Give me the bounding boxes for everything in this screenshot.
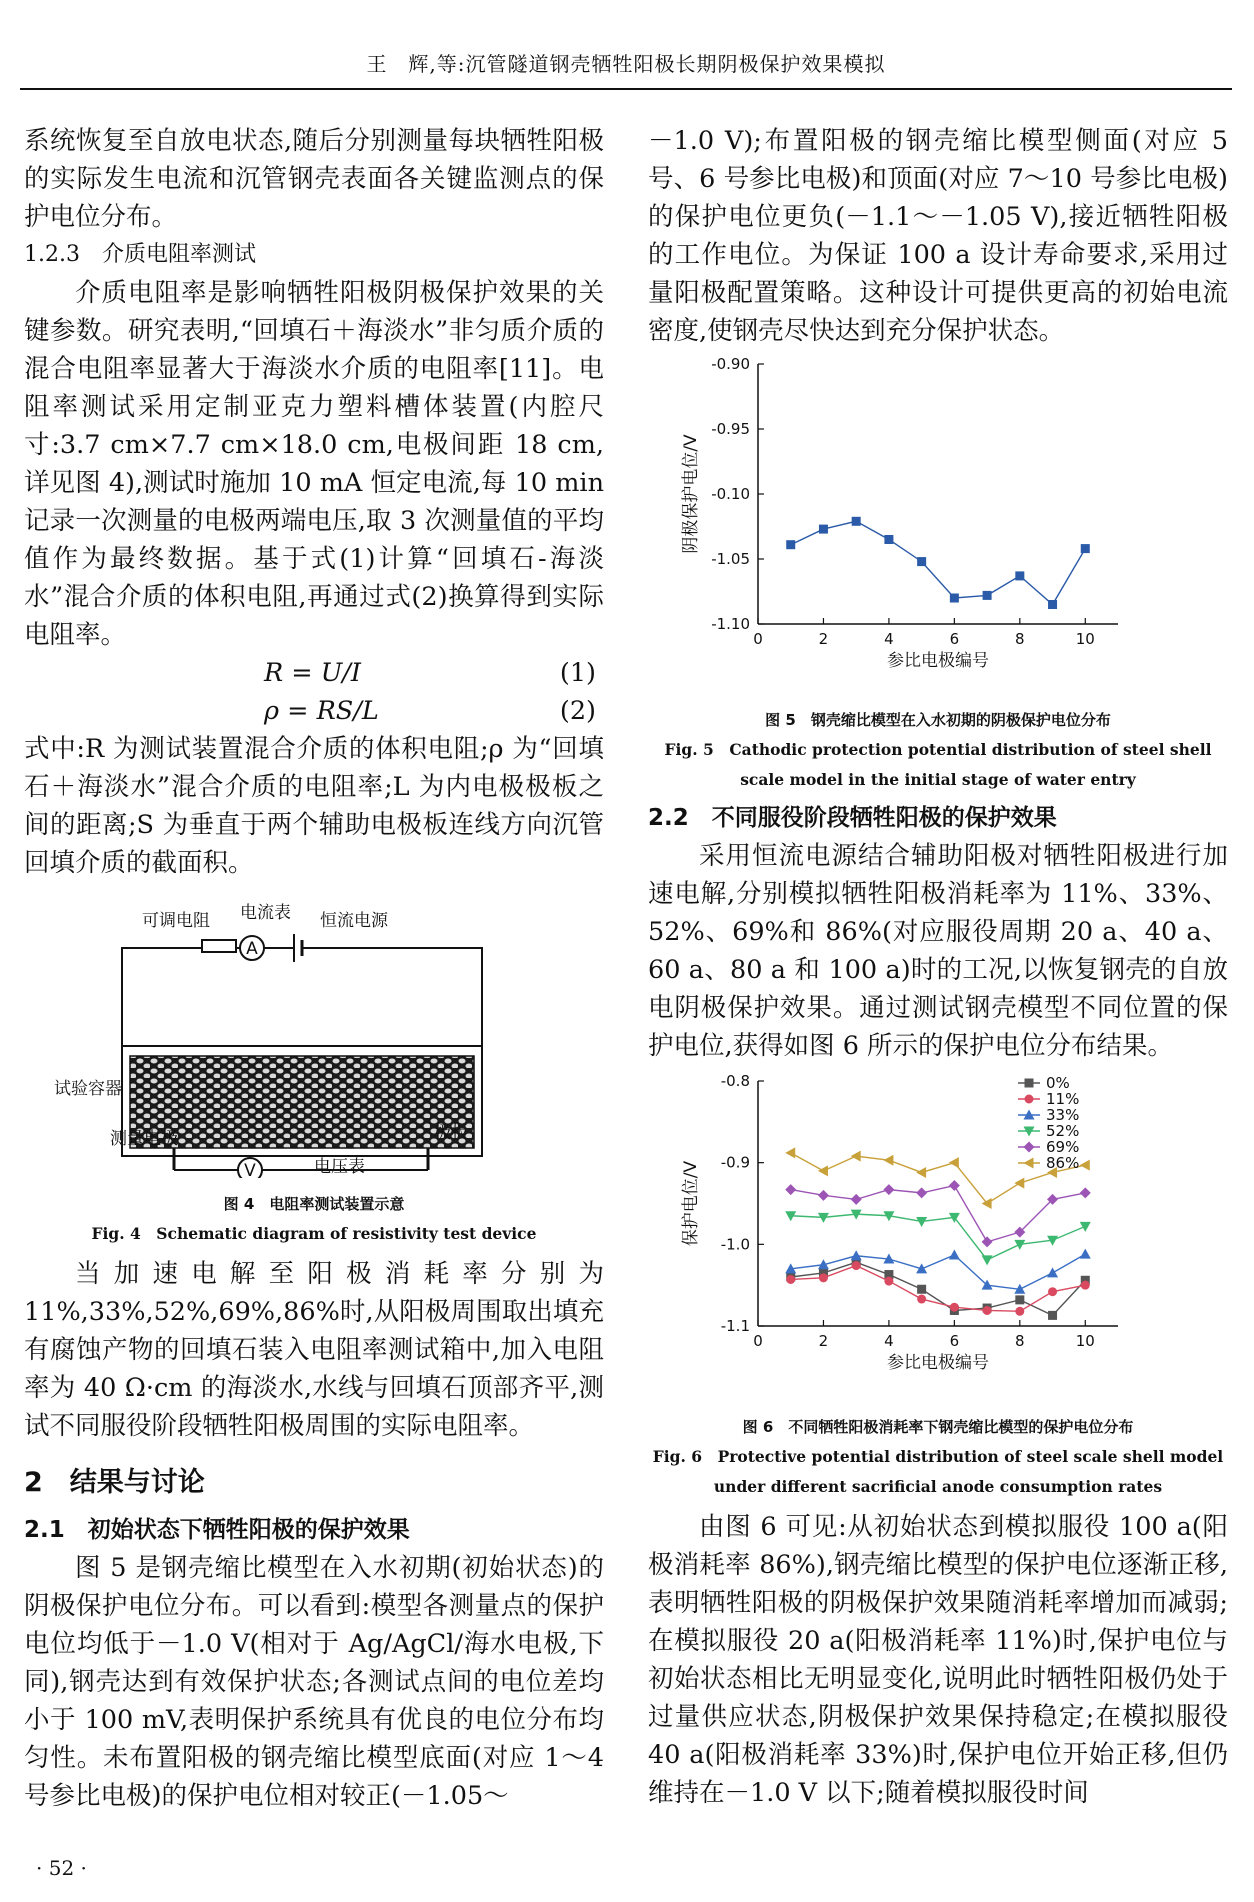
y-tick-label: -0.10 bbox=[711, 485, 750, 503]
figure-5 bbox=[648, 354, 1228, 795]
data-point bbox=[785, 1147, 795, 1158]
data-point bbox=[1080, 1222, 1091, 1232]
data-point bbox=[983, 1306, 992, 1315]
data-point bbox=[1014, 1240, 1025, 1250]
x-tick-label: 10 bbox=[1075, 630, 1095, 648]
data-point bbox=[917, 557, 926, 566]
series-line bbox=[791, 1186, 1086, 1242]
y-tick-label: -0.8 bbox=[720, 1072, 750, 1090]
data-point bbox=[1047, 1267, 1058, 1277]
voltmeter-symbol: V bbox=[244, 1161, 256, 1178]
data-point bbox=[1080, 1249, 1091, 1259]
paragraph: 图 5 是钢壳缩比模型在入水初期(初始状态)的阴极保护电位分布。可以看到:模型各测量点的保护电位均低于－1.0 V(相对于 Ag/AgCl/海水电极,下同),钢壳达到有效保护状态;各测试点间的电位差均小于 100 mV,表明保护系统具有优良的电位分布均匀性。未布置阳极的钢壳缩比模型底面(对应 1～4 号参比电极)的保护电位相对较正(－1.05～ bbox=[24, 1553, 604, 1811]
y-axis-label: 保护电位/V bbox=[681, 1160, 701, 1247]
figure-6 bbox=[648, 1071, 1228, 1502]
data-point bbox=[1048, 1311, 1057, 1320]
data-point bbox=[1015, 1307, 1024, 1316]
ammeter-symbol: A bbox=[246, 939, 258, 959]
data-point bbox=[916, 1217, 927, 1227]
equation-text: R = U/I bbox=[264, 658, 361, 688]
data-point bbox=[785, 1184, 796, 1195]
figure-6-caption-en: under different sacrificial anode consumption rates bbox=[713, 1477, 1163, 1496]
x-tick-label: 2 bbox=[818, 630, 829, 648]
equation-text: ρ = RS/L bbox=[264, 696, 379, 726]
x-tick-label: 6 bbox=[949, 630, 960, 648]
label-plate: 极板 bbox=[434, 1123, 468, 1143]
series-86% bbox=[785, 1147, 1090, 1209]
series-line bbox=[791, 1153, 1086, 1204]
data-point bbox=[1080, 1160, 1090, 1171]
x-tick-label: 0 bbox=[753, 630, 763, 648]
x-tick-label: 2 bbox=[818, 1332, 829, 1350]
data-point bbox=[916, 1187, 927, 1198]
page-number: · 52 · bbox=[36, 1856, 87, 1880]
header-rule bbox=[20, 88, 1232, 90]
series-line bbox=[791, 1266, 1086, 1312]
paragraph: －1.0 V);布置阳极的钢壳缩比模型侧面(对应 5 号、6 号参比电极)和顶面(对应 7～10 号参比电极)的保护电位更负(－1.1～－1.05 V),接近牺牲阳极的工作电位。为保证 100 a 设计寿命要求,采用过量阳极配置策略。这种设计可提供更高的初始电流密度,使钢壳尽快达到充分保护状态。 bbox=[648, 126, 1228, 346]
figure-4-caption-zh: 图 4 电阻率测试装置示意 bbox=[223, 1195, 405, 1213]
data-point bbox=[949, 1249, 960, 1259]
series-52% bbox=[785, 1210, 1091, 1266]
data-point bbox=[1048, 1287, 1057, 1296]
x-axis-label: 参比电极编号 bbox=[887, 651, 989, 671]
data-point bbox=[982, 1198, 992, 1209]
legend-label: 69% bbox=[1046, 1138, 1080, 1156]
data-point bbox=[786, 1275, 795, 1284]
paragraph: 采用恒流电源结合辅助阳极对牺牲阳极进行加速电解,分别模拟牺牲阳极消耗率为 11%、33%、52%、69%和 86%(对应服役周期 20 a、40 a、60 a、80 a 和 100 a)时的工况,以恢复钢壳的自放电阴极保护效果。通过测试钢壳模型不同位置的保护电位,获得如图 6 所示的保护电位分布结果。 bbox=[648, 841, 1228, 1061]
data-point bbox=[1081, 544, 1090, 553]
data-point bbox=[819, 1273, 828, 1282]
series-line bbox=[791, 521, 1086, 604]
legend-label: 52% bbox=[1046, 1122, 1080, 1140]
series-0 bbox=[786, 517, 1090, 609]
paragraph: 当加速电解至阳极消耗率分别为 11%,33%,52%,69%,86%时,从阳极周围取出填充有腐蚀产物的回填石装入电阻率测试箱中,加入电阻率为 40 Ω·cm 的海淡水,水线与回填石顶部齐平,测试不同服役阶段牺牲阳极周围的实际电阻率。 bbox=[24, 1259, 604, 1441]
figure-5-caption-en: scale model in the initial stage of water entry bbox=[740, 770, 1136, 789]
data-point bbox=[1015, 1295, 1024, 1304]
data-point bbox=[819, 525, 828, 534]
data-point bbox=[818, 1165, 828, 1176]
data-point bbox=[851, 1250, 862, 1260]
legend-label: 33% bbox=[1046, 1106, 1080, 1124]
left-column bbox=[24, 122, 604, 1815]
y-tick-label: -0.90 bbox=[711, 355, 750, 373]
paragraph: 式中:R 为测试装置混合介质的体积电阻;ρ 为“回填石＋海淡水”混合介质的电阻率;L 为内电极极板之间的距离;S 为垂直于两个辅助电极板连线方向沉管回填介质的截面积。 bbox=[24, 734, 604, 878]
data-point bbox=[949, 1157, 959, 1168]
figure-6-caption-zh: 图 6 不同牺牲阳极消耗率下钢壳缩比模型的保护电位分布 bbox=[742, 1418, 1134, 1436]
x-tick-label: 4 bbox=[884, 1332, 894, 1350]
figure-5-chart bbox=[648, 354, 1228, 694]
series-11% bbox=[786, 1261, 1090, 1316]
series-33% bbox=[785, 1249, 1091, 1294]
equation-2 bbox=[24, 692, 604, 730]
y-axis-label: 阴极保护电位/V bbox=[681, 434, 701, 554]
x-tick-label: 6 bbox=[949, 1332, 960, 1350]
subsection-heading: 1.2.3 介质电阻率测试 bbox=[24, 242, 256, 267]
data-point bbox=[851, 1151, 861, 1162]
equation-number: (1) bbox=[559, 658, 596, 688]
legend-label: 11% bbox=[1046, 1090, 1080, 1108]
legend-label: 0% bbox=[1046, 1074, 1070, 1092]
data-point bbox=[1015, 571, 1024, 580]
data-point bbox=[982, 1255, 993, 1265]
label-electrode: 测量电极 bbox=[110, 1129, 178, 1149]
data-point bbox=[818, 1190, 829, 1201]
data-point bbox=[917, 1295, 926, 1304]
data-point bbox=[884, 1277, 893, 1286]
label-resistor: 可调电阻 bbox=[142, 911, 210, 931]
data-point bbox=[851, 1194, 862, 1205]
x-tick-label: 0 bbox=[753, 1332, 763, 1350]
x-tick-label: 8 bbox=[1015, 630, 1025, 648]
section-heading: 2 结果与讨论 bbox=[24, 1467, 205, 1498]
data-point bbox=[1014, 1178, 1024, 1189]
x-axis-label: 参比电极编号 bbox=[887, 1353, 989, 1373]
figure-4-caption-en: Fig. 4 Schematic diagram of resistivity test device bbox=[91, 1224, 537, 1243]
legend-label: 86% bbox=[1046, 1154, 1080, 1172]
data-point bbox=[950, 594, 959, 603]
data-point bbox=[983, 591, 992, 600]
data-point bbox=[1025, 1095, 1034, 1104]
x-tick-label: 10 bbox=[1075, 1332, 1095, 1350]
data-point bbox=[786, 540, 795, 549]
label-container: 试验容器 bbox=[54, 1079, 122, 1099]
data-point bbox=[1024, 1158, 1034, 1169]
series-line bbox=[791, 1254, 1086, 1289]
figure-6-chart bbox=[648, 1071, 1228, 1401]
data-point bbox=[916, 1167, 926, 1178]
y-tick-label: -0.95 bbox=[711, 420, 750, 438]
series-line bbox=[791, 1262, 1086, 1315]
y-tick-label: -1.10 bbox=[711, 615, 750, 633]
data-point bbox=[883, 1155, 893, 1166]
series-0% bbox=[786, 1258, 1090, 1320]
data-point bbox=[1025, 1079, 1034, 1088]
subsection-heading: 2.2 不同服役阶段牺牲阳极的保护效果 bbox=[648, 805, 1057, 831]
y-tick-label: -1.05 bbox=[711, 550, 750, 568]
running-header: 王 辉,等:沉管隧道钢壳牺牲阳极长期阴极保护效果模拟 bbox=[366, 52, 886, 76]
data-point bbox=[883, 1184, 894, 1195]
data-point bbox=[1024, 1142, 1035, 1153]
resistivity-device-diagram bbox=[24, 888, 604, 1178]
data-point bbox=[1080, 1187, 1091, 1198]
label-ammeter: 电流表 bbox=[240, 903, 291, 923]
data-point bbox=[1048, 600, 1057, 609]
data-point bbox=[949, 1180, 960, 1191]
equation-number: (2) bbox=[559, 696, 596, 726]
data-point bbox=[884, 535, 893, 544]
series-line bbox=[791, 1214, 1086, 1260]
right-column bbox=[648, 122, 1228, 1812]
equation-1 bbox=[24, 654, 604, 692]
data-point bbox=[950, 1303, 959, 1312]
legend-item bbox=[1018, 1154, 1079, 1172]
label-voltmeter: 电压表 bbox=[314, 1157, 365, 1177]
label-source: 恒流电源 bbox=[320, 911, 388, 931]
paragraph: 介质电阻率是影响牺牲阳极阴极保护效果的关键参数。研究表明,“回填石＋海淡水”非匀质介质的混合电阻率显著大于海淡水介质的电阻率[11]。电阻率测试采用定制亚克力塑料槽体装置(内腔尺寸:3.7 cm×7.7 cm×18.0 cm,电极间距 18 cm,详见图 4),测试时施加 10 mA 恒定电流,每 10 min 记录一次测量的电极两端电压,取 3 次测量值的平均值作为最终数据。基于式(1)计算“回填石-海淡水”混合介质的体积电阻,再通过式(2)换算得到实际电阻率。 bbox=[24, 278, 604, 650]
subsection-heading: 2.1 初始状态下牺牲阳极的保护效果 bbox=[24, 1517, 410, 1543]
y-tick-label: -0.9 bbox=[720, 1153, 750, 1172]
data-point bbox=[852, 1261, 861, 1270]
figure-5-caption-en: Fig. 5 Cathodic protection potential distribution of steel shell bbox=[664, 740, 1212, 759]
x-tick-label: 8 bbox=[1015, 1332, 1025, 1350]
figure-6-caption-en: Fig. 6 Protective potential distribution of steel scale shell model bbox=[652, 1447, 1224, 1466]
y-tick-label: -1.1 bbox=[720, 1317, 750, 1335]
figure-4 bbox=[24, 888, 604, 1249]
data-point bbox=[1081, 1281, 1090, 1290]
paragraph: 由图 6 可见:从初始状态到模拟服役 100 a(阳极消耗率 86%),钢壳缩比模型的保护电位逐渐正移,表明牺牲阳极的阴极保护效果随消耗率增加而减弱;在模拟服役 20 a(阳极消耗率 11%)时,保护电位与初始状态相比无明显变化,说明此时牺牲阳极仍处于过量供应状态,阴极保护效果保持稳定;在模拟服役 40 a(阳极消耗率 33%)时,保护电位开始正移,但仍维持在－1.0 V 以下;随着模拟服役时间 bbox=[648, 1512, 1228, 1808]
paragraph: 系统恢复至自放电状态,随后分别测量每块牺牲阳极的实际发生电流和沉管钢壳表面各关键监测点的保护电位分布。 bbox=[24, 126, 604, 232]
y-tick-label: -1.0 bbox=[720, 1235, 750, 1254]
series-69% bbox=[785, 1180, 1091, 1247]
data-point bbox=[917, 1285, 926, 1294]
data-point bbox=[852, 517, 861, 526]
x-tick-label: 4 bbox=[884, 630, 894, 648]
figure-5-caption-zh: 图 5 钢壳缩比模型在入水初期的阴极保护电位分布 bbox=[765, 711, 1111, 729]
data-point bbox=[982, 1236, 993, 1247]
